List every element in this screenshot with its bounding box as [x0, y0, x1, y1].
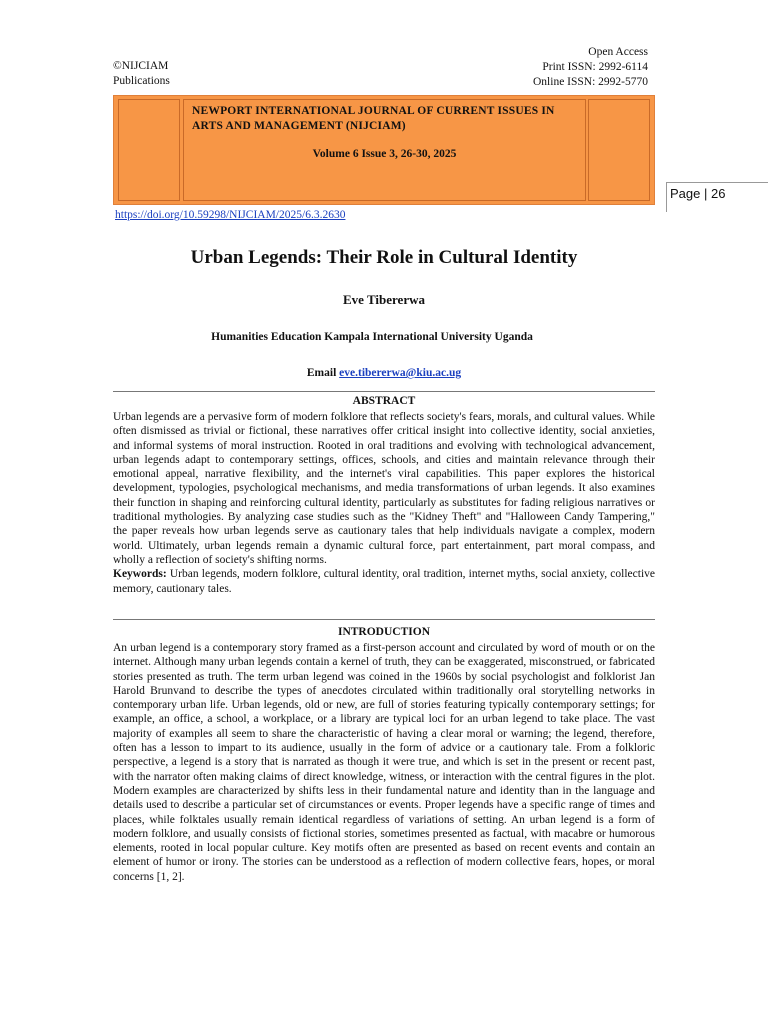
introduction-text: An urban legend is a contemporary story framed as a first-person account and circulated by word of mouth or on the internet. Although many urban legends contain a kernel of truth, they can be exaggerated, misconstrued, or fabricated stories presented as truth. The term urban legend was coined in the 1960s by social psychologist and folklorist Jan Harold Brunvand to describe the types of anecdotes circulated within traditionally oral storytelling networks in contemporary urban life. Urban legends, old or new, are full of stories featuring typically contemporary settings; for example, an office, a school, a workplace, or a library are typical loci for an urban legend to take place. The vast majority of examples all seem to share the characteristic of having a clear moral or warning; the legend, therefore, often has a lesson to impart to its audience, usually in the form of advice or a cautionary tale. From a folkloric perspective, a legend is a story that is narrated as though it were true, and which is set in the present or recent past, with the narrator often making claims of direct knowledge, witness, or interaction with the central figures in the plot. Modern examples are characterized by shifts less in their fundamental nature and identity than in the language and details used to describe a particular set of circumstances or events. Proper legends have a specific range of times and places, while folktales usually remain identical regardless of variations of setting. An urban legend is a form of modern folklore, and usually consists of fictional stories, sometimes presented as factual, with macabre or humorous elements, rooted in local popular culture. Key motifs often are presented as based on recent events and contain an element of humor or irony. The stories can be understood as a reflection of modern collective fears, hopes, or moral concerns [1, 2].: [113, 642, 655, 883]
journal-name: NEWPORT INTERNATIONAL JOURNAL OF CURRENT ISSUES IN ARTS AND MANAGEMENT (NIJCIAM): [192, 105, 555, 132]
banner-title-block: [183, 99, 586, 201]
publisher-label: Publications: [113, 75, 170, 87]
banner-left-block: [118, 99, 180, 201]
issn-info: [533, 45, 648, 90]
doi-link[interactable]: https://doi.org/10.59298/NIJCIAM/2025/6.3.2630: [115, 209, 346, 221]
email-label: Email: [306, 367, 337, 379]
journal-volume: Volume 6 Issue 3, 26-30, 2025: [312, 148, 457, 160]
open-access-label: Open Access: [588, 46, 648, 58]
article-title: Urban Legends: Their Role in Cultural Identity: [190, 247, 578, 268]
abstract-body: Urban legends are a pervasive form of modern folklore that reflects society's fears, morals, and cultural values. While often dismissed as trivial or fictional, these narratives offer critical insight into collective identity, social anxieties, and informal systems of moral instruction. Rooted in oral traditions and evolving with technological advancement, urban legends adapt to contemporary settings, offices, schools, and cities and maintain relevance through their emotional appeal, narrative flexibility, and the internet's viral capabilities. This paper explores the historical development, typologies, psychological mechanisms, and media transformations of urban legends. It also examines their function in shaping and reinforcing cultural identity, particularly as substitutes for fading religious narratives or traditional mythologies. By analyzing case studies such as the "Kidney Theft" and "Halloween Candy Tampering," the paper reveals how urban legends serve as cautionary tales that help individuals navigate a complex, modern world. Ultimately, urban legends remain a dynamic cultural force, part entertainment, part moral compass, and wholly a reflection of society's shifting norms.: [113, 411, 655, 566]
divider: [113, 391, 655, 392]
abstract-text: [113, 410, 655, 596]
online-issn: Online ISSN: 2992-5770: [533, 76, 648, 88]
abstract-heading: ABSTRACT: [352, 395, 416, 407]
publisher-info: [113, 59, 170, 89]
author-affiliation: Humanities Education Kampala International University Uganda: [211, 331, 533, 343]
journal-banner: [113, 95, 655, 205]
banner-right-block: [588, 99, 650, 201]
print-issn: Print ISSN: 2992-6114: [542, 61, 648, 73]
email-link[interactable]: eve.tibererwa@kiu.ac.ug: [339, 367, 462, 379]
divider: [113, 619, 655, 620]
article-author: Eve Tibererwa: [343, 292, 425, 307]
keywords: Urban legends, modern folklore, cultural identity, oral tradition, internet myths, social anxiety, collective memory, cautionary tales.: [113, 568, 656, 595]
author-email-line: [0, 367, 768, 379]
keywords-label: Keywords:: [113, 568, 167, 581]
introduction-heading: INTRODUCTION: [337, 626, 430, 638]
publisher-name: ©NIJCIAM: [113, 60, 169, 72]
page-number: Page | 26: [666, 182, 768, 212]
